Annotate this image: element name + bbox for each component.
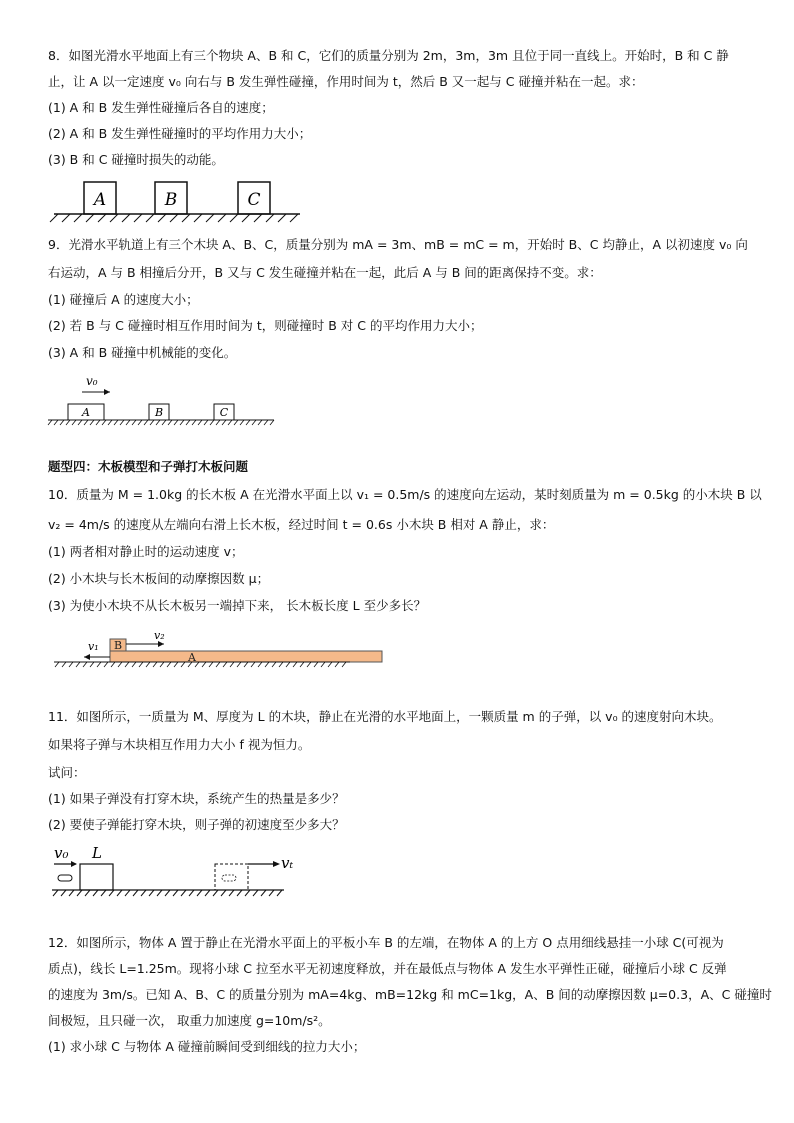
q10-v2-label: v₂ [154, 629, 165, 642]
q12-line-1: 12．如图所示，物体 A 置于静止在光滑水平面上的平板小车 B 的左端，在物体 A 的上方 O 点用细线悬挂一小球 C(可视为 [48, 935, 724, 950]
q9-line-5: (3) A 和 B 碰撞中机械能的变化。 [48, 345, 237, 360]
q8-diagram [54, 176, 304, 226]
q9-label-a: A [82, 406, 90, 419]
q11-diagram [52, 842, 302, 900]
q8-label-a: A [93, 190, 107, 210]
q10-v1-label: v₁ [88, 640, 99, 653]
q12-line-4: 间极短，且只碰一次， 取重力加速度 g=10m/s²。 [48, 1013, 331, 1028]
q11-thickness-label: L [92, 844, 102, 862]
q8-label-c: C [247, 190, 261, 210]
q9-line-2: 右运动，A 与 B 相撞后分开，B 又与 C 发生碰撞并粘在一起，此后 A 与 B 间的距离保持不变。求： [48, 265, 602, 280]
q11-line-3: 试问： [48, 765, 86, 780]
q9-ground-hatch [48, 420, 274, 425]
q12-line-5: (1) 求小球 C 与物体 A 碰撞前瞬间受到细线的拉力大小； [48, 1039, 366, 1054]
q11-ground-hatch [53, 890, 282, 896]
q12-line-2: 质点)，线长 L=1.25m。现将小球 C 拉至水平无初速度释放，并在最低点与物体 A 发生水平弹性正碰，碰撞后小球 C 反弹 [48, 961, 727, 976]
q10-line-3: (1) 两者相对静止时的运动速度 v； [48, 544, 244, 559]
q8-line-1: 8．如图光滑水平地面上有三个物块 A、B 和 C，它们的质量分别为 2m，3m，3m 且位于同一直线上。开始时，B 和 C 静 [48, 48, 729, 63]
q11-bullet [58, 875, 72, 881]
q10-line-2: v₂ = 4m/s 的速度从左端向右滑上长木板，经过时间 t = 0.6s 小木块 B 相对 A 静止，求： [48, 517, 555, 532]
q10-board-label: A [188, 651, 196, 664]
q10-line-5: (3) 为使小木块不从长木板另一端掉下来， 长木板长度 L 至少多长？ [48, 598, 427, 613]
q9-line-4: (2) 若 B 与 C 碰撞时相互作用时间为 t，则碰撞时 B 对 C 的平均作用力大小； [48, 318, 483, 333]
q12-line-3: 的速度为 3m/s。已知 A、B、C 的质量分别为 mA=4kg、mB=12kg 和 mC=1kg，A、B 间的动摩擦因数 μ=0.3，A、C 碰撞时 [48, 987, 772, 1002]
q10-line-1: 10．质量为 M = 1.0kg 的长木板 A 在光滑水平面上以 v₁ = 0.5m/s 的速度向左运动，某时刻质量为 m = 0.5kg 的小木块 B 以 [48, 487, 762, 502]
q11-v0-label: v₀ [54, 844, 69, 862]
q9-velocity-label: v₀ [86, 374, 98, 388]
q8-line-2: 止，让 A 以一定速度 v₀ 向右与 B 发生弹性碰撞，作用时间为 t，然后 B 又一起与 C 碰撞并粘在一起。求： [48, 74, 644, 89]
q8-line-5: (3) B 和 C 碰撞时损失的动能。 [48, 152, 224, 167]
q10-board-a [110, 651, 382, 662]
q9-label-b: B [154, 406, 164, 419]
q11-vt-label: vₜ [281, 854, 294, 872]
q8-line-4: (2) A 和 B 发生弹性碰撞时的平均作用力大小； [48, 126, 312, 141]
q11-line-1: 11．如图所示，一质量为 M、厚度为 L 的木块，静止在光滑的水平地面上，一颗质量 m 的子弹，以 v₀ 的速度射向木块。 [48, 709, 722, 724]
q10-ground-hatch [55, 662, 346, 667]
q10-diagram [54, 628, 354, 672]
q10-block-label: B [113, 639, 123, 652]
q11-block [80, 864, 113, 890]
q11-bullet-inside [222, 875, 236, 881]
q9-line-1: 9．光滑水平轨道上有三个木块 A、B、C，质量分别为 mA = 3m、mB = mC = m，开始时 B、C 均静止，A 以初速度 v₀ 向 [48, 237, 748, 252]
q11-line-4: (1) 如果子弹没有打穿木块，系统产生的热量是多少？ [48, 791, 345, 806]
q8-ground-hatch [50, 214, 298, 222]
q11-line-5: (2) 要使子弹能打穿木块，则子弹的初速度至少多大？ [48, 817, 345, 832]
q10-line-4: (2) 小木块与长木板间的动摩擦因数 μ； [48, 571, 270, 586]
q8-line-3: (1) A 和 B 发生弹性碰撞后各自的速度； [48, 100, 274, 115]
q9-label-c: C [219, 406, 229, 419]
q8-label-b: B [164, 190, 178, 210]
section-heading: 题型四：木板模型和子弹打木板问题 [48, 459, 249, 474]
q11-block-dashed [215, 864, 248, 890]
q11-line-2: 如果将子弹与木块相互作用力大小 f 视为恒力。 [48, 737, 311, 752]
q9-diagram [48, 370, 278, 432]
q9-line-3: (1) 碰撞后 A 的速度大小； [48, 292, 199, 307]
